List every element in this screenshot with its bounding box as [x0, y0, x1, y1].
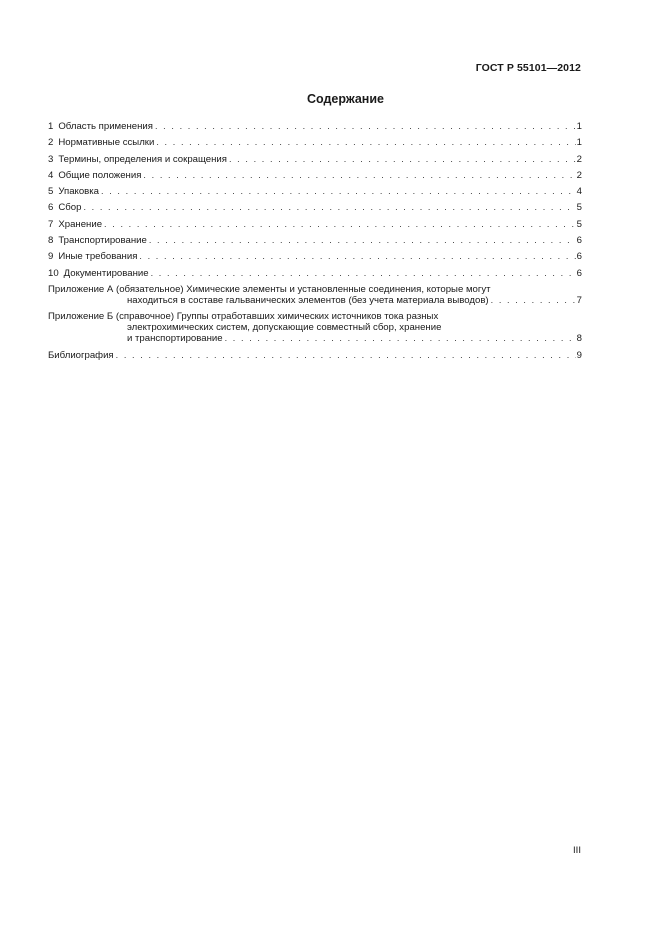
appendix-b-last-line [48, 333, 582, 344]
toc-entry-page: 7 [576, 294, 582, 306]
toc-entry-appendix-b[interactable] [48, 311, 582, 344]
toc-entry-6[interactable] [48, 202, 582, 213]
toc-entry-page: 1 [576, 121, 582, 132]
toc-entry-number: 10 [48, 267, 59, 279]
appendix-b-line-1: Приложение Б (справочное) Группы отработавших химических источников тока разных [48, 311, 439, 323]
dot-leader [116, 350, 576, 361]
toc-entry-number: 2 [48, 137, 54, 149]
toc-entry-appendix-a[interactable] [48, 284, 582, 306]
toc-entry-number: 9 [48, 251, 54, 263]
dot-leader [104, 219, 576, 230]
toc-entry-number: 1 [48, 121, 54, 132]
dot-leader [149, 235, 576, 246]
toc-entry-page: 5 [576, 202, 582, 214]
dot-leader [155, 121, 576, 132]
toc-entry-page: 6 [576, 251, 582, 263]
toc-entry-page: 9 [576, 349, 582, 361]
toc-entry-page: 4 [576, 186, 582, 198]
toc-entry-title: Библиография [48, 349, 114, 361]
appendix-a-last-line [48, 295, 582, 306]
page-number: III [573, 845, 581, 856]
toc-entry-8[interactable] [48, 235, 582, 246]
toc-entry-page: 1 [576, 137, 582, 149]
appendix-b-line-3: и транспортирование [127, 333, 223, 345]
toc-entry-title: Общие положения [58, 169, 142, 181]
toc-entry-bibliography[interactable] [48, 350, 582, 361]
toc-entry-7[interactable] [48, 219, 582, 230]
toc-entry-9[interactable] [48, 251, 582, 262]
dot-leader [101, 186, 576, 197]
dot-leader [139, 251, 575, 262]
toc-entry-title: Документирование [63, 267, 149, 279]
appendix-a-line-1: Приложение А (обязательное) Химические элементы и установленные соединения, которые могут [48, 283, 491, 295]
toc-entry-title: Область применения [58, 121, 153, 132]
toc-entry-page: 2 [576, 169, 582, 181]
dot-leader [83, 202, 575, 213]
toc-entry-number: 3 [48, 153, 54, 165]
toc-entry-number: 5 [48, 186, 54, 198]
dot-leader [156, 137, 575, 148]
dot-leader [151, 268, 576, 279]
toc-entry-page: 5 [576, 218, 582, 230]
toc-entry-10[interactable] [48, 268, 582, 279]
toc-entry-number: 6 [48, 202, 54, 214]
toc-entry-1[interactable] [48, 121, 582, 132]
toc-entry-page: 2 [576, 153, 582, 165]
toc-entry-2[interactable] [48, 137, 582, 148]
toc-entry-title: Иные требования [58, 251, 138, 263]
toc-entry-title: Нормативные ссылки [58, 137, 155, 149]
toc-entry-page: 6 [576, 235, 582, 247]
dot-leader [143, 170, 575, 181]
toc-entry-title: Хранение [58, 218, 103, 230]
toc-entry-page: 8 [576, 333, 582, 345]
toc-title: Содержание [306, 92, 384, 106]
toc-entry-5[interactable] [48, 186, 582, 197]
toc-entry-title: Транспортирование [58, 235, 147, 247]
dot-leader [491, 295, 576, 306]
appendix-b-line-2: электрохимических систем, допускающие совместный сбор, хранение [127, 322, 442, 334]
toc-entry-number: 8 [48, 235, 54, 247]
toc-entry-title: Упаковка [58, 186, 100, 198]
document-code: ГОСТ Р 55101—2012 [475, 62, 581, 74]
dot-leader [225, 333, 576, 344]
toc-entry-4[interactable] [48, 170, 582, 181]
appendix-a-line-2: находиться в составе гальванических элементов (без учета материала выводов) [127, 294, 489, 306]
table-of-contents [48, 121, 582, 366]
toc-entry-title: Сбор [58, 202, 82, 214]
toc-entry-number: 7 [48, 218, 54, 230]
toc-entry-title: Термины, определения и сокращения [58, 153, 227, 165]
toc-entry-3[interactable] [48, 154, 582, 165]
toc-entry-number: 4 [48, 169, 54, 181]
dot-leader [229, 154, 576, 165]
toc-entry-page: 6 [576, 267, 582, 279]
